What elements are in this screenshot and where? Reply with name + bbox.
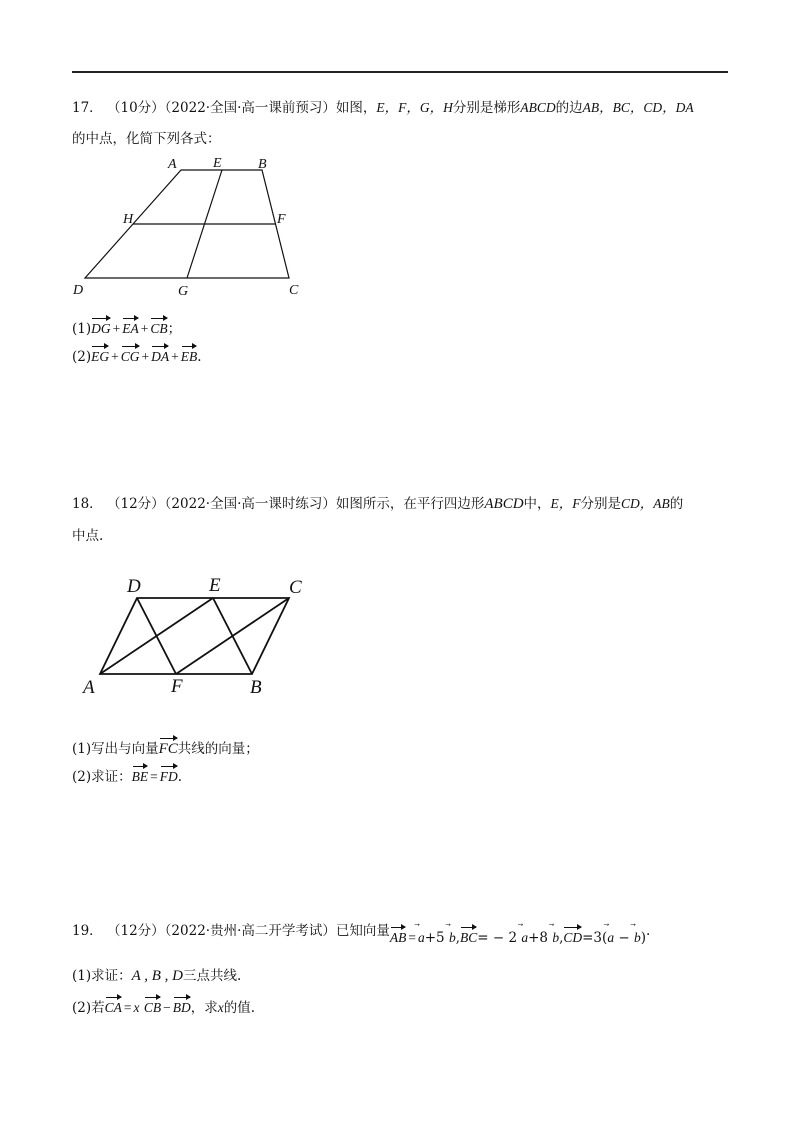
label-a: A xyxy=(168,157,177,172)
vector-a: a ⃗ xyxy=(418,926,425,947)
q18-sides: CD，AB xyxy=(621,496,670,511)
punct: . xyxy=(197,349,202,365)
q17-score: （10分） xyxy=(106,100,165,116)
q19-stem: 19． （12分）（2022·贵州·高二开学考试）已知向量AB = a ⃗+5 b ⃗,BC= − 2 a ⃗+8 b ⃗,CD=3(a ⃗ − b ⃗). xyxy=(72,919,650,940)
label-c: C xyxy=(289,283,299,298)
label-d: D xyxy=(73,283,84,298)
q19-part2: (2)若CA = x CB − BD，求x的值. xyxy=(72,996,255,1017)
q17-trapezoid-figure xyxy=(70,150,310,300)
label-c: C xyxy=(289,577,302,598)
q18-text: 的 xyxy=(669,496,684,512)
q18-part1 xyxy=(72,737,259,758)
q17-quad: ABCD xyxy=(520,100,556,115)
coef: +5 xyxy=(424,930,445,946)
q17-number: 17． xyxy=(72,100,103,116)
q18-text: 中， xyxy=(523,496,551,512)
punct: ； xyxy=(167,321,182,337)
vector-cg: CG xyxy=(121,345,140,366)
vector-dg: DG xyxy=(91,317,111,338)
part-text: 共线的向量； xyxy=(177,741,259,757)
segment-eb xyxy=(213,598,252,674)
q18-stem-line2: 中点. xyxy=(72,528,104,544)
label-a: A xyxy=(83,677,95,698)
q19-number: 19． xyxy=(72,923,103,939)
vector-fd: FD xyxy=(160,765,178,786)
q17-part1 xyxy=(72,317,181,338)
q18-points: E，F xyxy=(550,496,581,511)
q17-part2 xyxy=(72,345,202,366)
part-label: (1)写出与向量 xyxy=(72,741,159,757)
q17-stem-line1 xyxy=(72,99,694,117)
q18-quad: ABCD xyxy=(484,496,524,512)
label-b: B xyxy=(258,157,267,172)
vector-b: b ⃗ xyxy=(449,926,456,947)
q17-points: E，F，G，H xyxy=(376,100,453,115)
q19-vector-equations: AB = a ⃗+5 b ⃗,BC= − 2 a ⃗+8 b ⃗,CD=3(a ⃗ − b ⃗) xyxy=(390,930,646,946)
label-d: D xyxy=(127,576,141,597)
vector-cd: CD xyxy=(563,926,582,947)
label-e: E xyxy=(209,575,221,596)
part-text: 的值. xyxy=(223,1000,255,1016)
q18-score: （12分） xyxy=(106,496,165,512)
part-label: (2)若 xyxy=(72,1000,105,1016)
q17-stem-line2: 的中点，化简下列各式： xyxy=(72,131,221,147)
label-f: F xyxy=(171,676,183,697)
vector-cb: CB xyxy=(150,317,167,338)
q18-part2 xyxy=(72,765,182,786)
plus-sign: + xyxy=(141,349,150,364)
q19-source: （2022·贵州·高二开学考试） xyxy=(164,923,336,939)
q18-source: （2022·全国·高一课时练习） xyxy=(164,496,336,512)
vector-ea: EA xyxy=(122,317,139,338)
vector-b: b ⃗ xyxy=(634,926,641,947)
label-f: F xyxy=(277,212,286,227)
q18-stem-line1 xyxy=(72,495,683,513)
vector-a: a ⃗ xyxy=(521,926,528,947)
part-label: (1) xyxy=(72,321,92,337)
variable-x: x xyxy=(133,1000,140,1015)
q17-text: 如图， xyxy=(335,100,377,116)
part-label: (2) xyxy=(72,349,92,365)
vector-be: BE xyxy=(132,765,149,786)
vector-eg: EG xyxy=(91,345,109,366)
q18-text: 如图所示，在平行四边形 xyxy=(335,496,485,512)
q17-source: （2022·全国·高一课前预习） xyxy=(164,100,336,116)
equals-sign: = xyxy=(150,769,158,784)
vector-fc: FC xyxy=(159,737,178,758)
q18-parallelogram-figure xyxy=(70,570,330,705)
segment-df xyxy=(137,598,176,674)
plus-sign: + xyxy=(111,349,119,364)
q17-sides: AB，BC，CD，DA xyxy=(582,100,694,115)
part-text: ，求 xyxy=(190,1000,218,1016)
vector-eb: EB xyxy=(181,345,198,366)
coef: +8 xyxy=(528,930,549,946)
part-label: (1)求证： xyxy=(72,968,132,984)
q18-number: 18． xyxy=(72,496,103,512)
q18-text: 分别是 xyxy=(580,496,622,512)
plus-sign: + xyxy=(171,349,179,364)
label-b: B xyxy=(250,677,262,698)
vector-bd: BD xyxy=(173,996,191,1017)
q17-text: 的边 xyxy=(555,100,583,116)
variable-x: x xyxy=(217,1000,224,1015)
vector-da: DA xyxy=(151,345,169,366)
top-rule xyxy=(72,71,728,73)
coef: = − 2 xyxy=(477,930,518,946)
label-e: E xyxy=(213,156,222,171)
vector-cb: CB xyxy=(144,996,161,1017)
label-g: G xyxy=(178,284,189,299)
part-text: 三点共线. xyxy=(183,968,242,984)
vector-ab: AB xyxy=(390,926,407,947)
part-label: (2)求证： xyxy=(72,769,132,785)
plus-sign: + xyxy=(140,321,149,336)
q19-part1 xyxy=(72,967,241,985)
vector-b: b ⃗ xyxy=(552,926,559,947)
q17-text: 分别是梯形 xyxy=(452,100,521,116)
vector-a: a ⃗ xyxy=(607,926,614,947)
q19-score: （12分） xyxy=(106,923,165,939)
points: A , B , D xyxy=(131,968,184,984)
q19-text: 已知向量 xyxy=(335,923,390,939)
vector-bc: BC xyxy=(460,926,477,947)
vector-ca: CA xyxy=(105,996,122,1017)
punct: . xyxy=(177,769,183,785)
label-h: H xyxy=(123,212,134,227)
plus-sign: + xyxy=(112,321,121,336)
coef: =3 xyxy=(582,930,603,946)
